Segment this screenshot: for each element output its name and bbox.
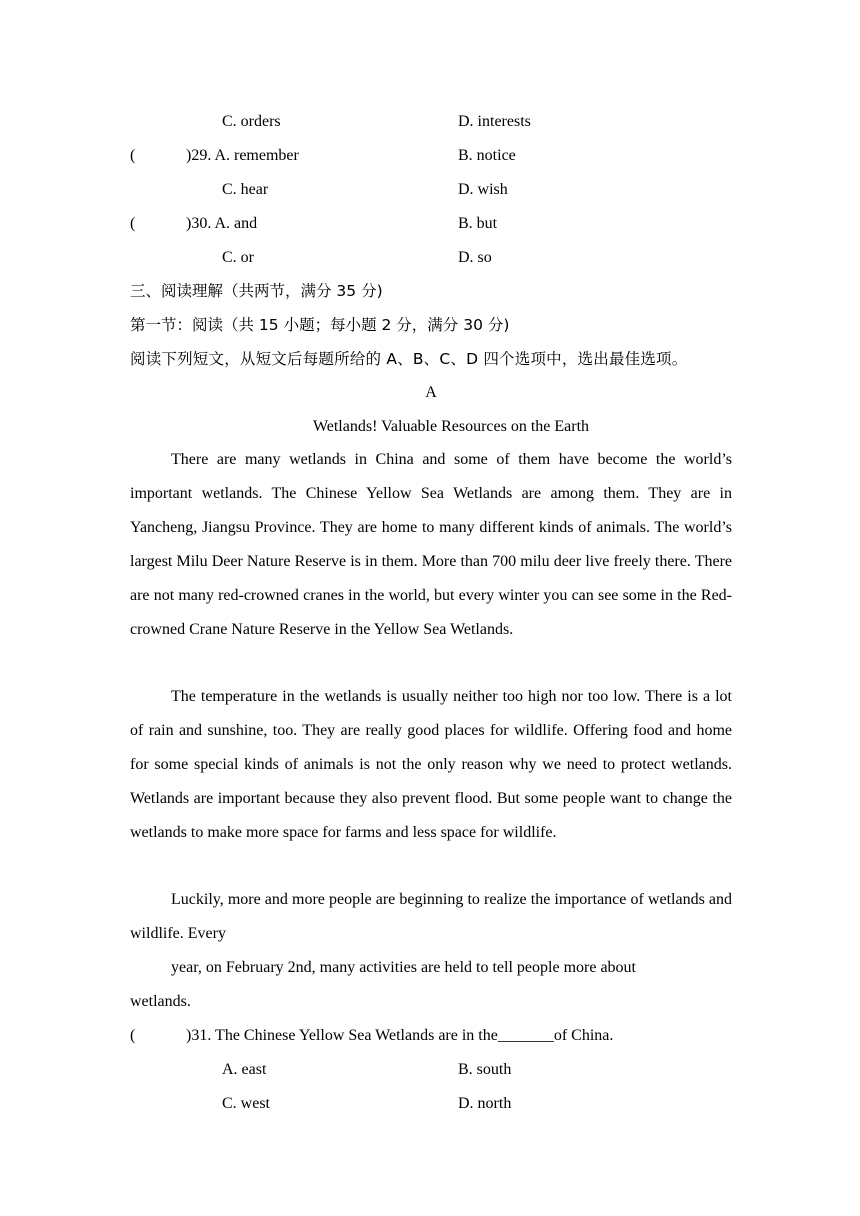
q29-answer-paren: ( [130, 147, 136, 164]
q29-stem: )29. A. remember [186, 147, 299, 164]
q30-option-d: D. so [458, 249, 492, 266]
q29-option-b: B. notice [458, 147, 516, 164]
q31-option-b: B. south [458, 1061, 512, 1078]
passage-title: Wetlands! Valuable Resources on the Earth [312, 418, 590, 435]
passage-letter: A [425, 384, 437, 401]
instructions: 阅读下列短文，从短文后每题所给的 A、B、C、D 四个选项中，选出最佳选项。 [130, 350, 688, 368]
q28-option-c: C. orders [222, 113, 281, 130]
part-heading: 第一节：阅读（共 15 小题；每小题 2 分，满分 30 分) [130, 316, 510, 334]
q28-option-d: D. interests [458, 113, 531, 130]
passage-paragraph-3: Luckily, more and more people are beginning to realize the importance of wetlands and wildlife. Every [130, 891, 732, 942]
q31-option-a: A. east [222, 1061, 267, 1078]
passage-paragraph-1: There are many wetlands in China and some of them have become the world’s important wetlands. The Chinese Yellow Sea Wetlands are among them. They are in Yancheng, Jiangsu Province. They are home to many different kinds of animals. The world’s largest Milu Deer Nature Reserve is in them. More than 700 milu deer live freely there. There are not many red-crowned cranes in the world, but every winter you can see some in the Red-crowned Crane Nature Reserve in the Yellow Sea Wetlands. [130, 451, 732, 638]
passage-paragraph-2: The temperature in the wetlands is usually neither too high nor too low. There is a lot of rain and sunshine, too. They are really good places for wildlife. Offering food and home for some special kinds of animals is not the only reason why we need to protect wetlands. Wetlands are important because they also prevent flood. But some people want to change the wetlands to make more space for farms and less space for wildlife. [130, 688, 732, 841]
q29-option-d: D. wish [458, 181, 508, 198]
passage-paragraph-3-end: wetlands. [130, 993, 191, 1010]
q30-option-b: B. but [458, 215, 498, 232]
q31-option-c: C. west [222, 1095, 270, 1112]
q29-option-c: C. hear [222, 181, 269, 198]
q31-stem: )31. The Chinese Yellow Sea Wetlands are in the_______of China. [186, 1027, 614, 1044]
q30-answer-paren: ( [130, 215, 136, 232]
section-heading: 三、阅读理解（共两节，满分 35 分) [130, 282, 383, 300]
passage-paragraph-3-continued: year, on February 2nd, many activities are held to tell people more about [171, 959, 636, 976]
q31-answer-paren: ( [130, 1027, 136, 1044]
q31-option-d: D. north [458, 1095, 512, 1112]
q30-option-c: C. or [222, 249, 254, 266]
q30-stem: )30. A. and [186, 215, 258, 232]
